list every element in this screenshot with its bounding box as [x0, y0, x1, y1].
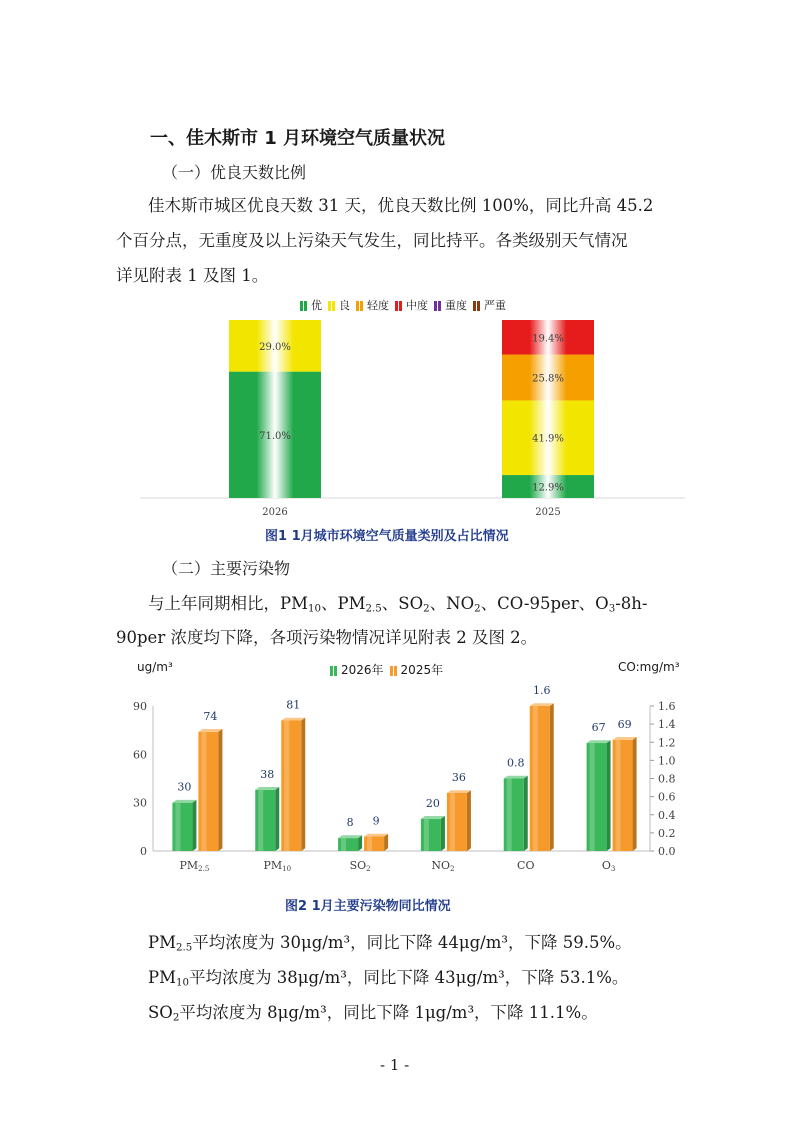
figure2-bar-highlight [367, 837, 372, 852]
legend-label: 轻度 [367, 299, 389, 312]
figure2-data-label: 1.6 [533, 684, 551, 697]
figure2-bar-chart [115, 680, 695, 885]
figure2-bar-top [338, 835, 362, 838]
figure2-bar-top [198, 729, 222, 732]
legend-label: 严重 [484, 299, 506, 312]
section-title: 一、佳木斯市 1 月环境空气质量状况 [150, 128, 446, 149]
figure2-bar-highlight [201, 732, 206, 851]
figure2-bar-top [530, 703, 554, 706]
figure2-data-label: 38 [260, 767, 275, 781]
legend-label: 良 [339, 299, 350, 312]
figure2-bar-side [301, 718, 305, 851]
figure2-right-tick-label: 0.6 [658, 790, 676, 804]
figure2-right-tick-label: 0.4 [658, 808, 676, 822]
figure2-bar-top [421, 816, 445, 819]
figure2-bar-side [524, 776, 528, 851]
figure2-caption: 图2 1月主要污染物同比情况 [285, 899, 451, 914]
figure2-bar-side [275, 787, 279, 851]
figure1-data-label: 29.0% [259, 341, 291, 353]
text-span: 与上年同期相比， [148, 594, 280, 613]
legend-label: 中度 [406, 299, 428, 312]
figure2-data-label: 20 [425, 796, 440, 810]
figure2-bar-highlight [341, 838, 346, 851]
figure1-legend-item [356, 299, 389, 312]
figure2-bar-highlight [258, 790, 263, 851]
figure2-legend-item [330, 663, 384, 677]
figure1-legend [300, 297, 512, 313]
figure2-bar-side [192, 800, 196, 851]
figure2-bar-side [441, 816, 445, 851]
figure2-category-label: PM2.5 [179, 859, 210, 873]
figure2-right-tick-label: 0.2 [658, 826, 676, 840]
figure2-right-tick-label: 1.6 [658, 700, 676, 713]
figure2-data-label: 30 [177, 780, 192, 794]
figure2-legend-item [390, 663, 444, 677]
page-number: - 1 - [380, 1056, 410, 1074]
figure2-left-tick-label: 60 [133, 748, 147, 762]
figure2-bar-top [172, 800, 196, 803]
figure2-right-tick-label: 1.0 [658, 754, 676, 768]
paragraph-line: 与上年同期相比，$PM_{10}$、$PM_{2.5}$、$SO_2$、$NO_2$、CO-95per、$O_3-8h-$ [148, 594, 648, 615]
pollutant-no2: $NO_2$ [446, 594, 481, 615]
figure2-left-tick-label: 90 [133, 700, 147, 713]
legend-label: 重度 [445, 299, 467, 312]
figure2-right-tick-label: 0.0 [658, 845, 676, 858]
figure2-category-label: SO2 [349, 859, 371, 873]
figure2-left-tick-label: 0 [140, 845, 147, 858]
figure2-right-tick-label: 1.4 [658, 718, 676, 732]
legend-swatch [330, 664, 338, 678]
figure1-legend-item [328, 299, 350, 312]
figure1-stacked-bar-chart [120, 312, 690, 520]
figure2-right-tick-label: 1.2 [658, 736, 676, 750]
figure2-right-tick-label: 0.8 [658, 772, 676, 786]
pm25-summary: $PM_{2.5}$平均浓度为 30μg/m³，同比下降 44μg/m³，下降 59.5%。 [148, 933, 632, 954]
figure2-bar-highlight [284, 721, 289, 852]
figure2-bar-top [613, 737, 637, 740]
pollutant-so2: $SO_2$ [398, 594, 430, 615]
figure2-data-label: 81 [286, 698, 301, 712]
so2-summary: $SO_2$平均浓度为 8μg/m³，同比下降 1μg/m³，下降 11.1%。 [148, 1003, 598, 1024]
figure1-data-label: 71.0% [259, 430, 291, 442]
figure1-legend-item [434, 299, 467, 312]
legend-label: 2026年 [341, 663, 384, 677]
figure2-category-label: CO [517, 859, 535, 872]
figure2-bar-top [364, 834, 388, 837]
figure2-right-axis-title: CO:mg/m³ [618, 660, 680, 674]
figure2-legend [330, 661, 449, 678]
figure2-bar [198, 732, 218, 851]
figure1-legend-item [300, 299, 322, 312]
figure2-left-axis-title: ug/m³ [137, 660, 173, 674]
figure1-data-label: 12.9% [532, 482, 564, 494]
figure2-data-label: 8 [346, 816, 354, 830]
pollutant-o3: $O_3$ [595, 594, 616, 615]
figure2-bar-side [218, 729, 222, 851]
figure2-category-label: NO2 [431, 859, 455, 873]
legend-swatch [390, 664, 398, 678]
figure2-bar-top [587, 740, 611, 743]
figure2-bar-highlight [616, 740, 621, 851]
pollutant-pm10: $PM_{10}$ [280, 594, 322, 615]
legend-label: 2025年 [400, 663, 444, 677]
figure2-bar [338, 838, 358, 851]
figure1-category-label: 2026 [262, 507, 288, 518]
figure2-bar-side [467, 790, 471, 851]
figure2-bar-side [384, 834, 388, 851]
figure2-bar-side [607, 740, 611, 851]
legend-label: 优 [311, 299, 322, 312]
figure2-data-label: 0.8 [507, 756, 525, 770]
paragraph-line: 90per 浓度均下降，各项污染物情况详见附表 2 及图 2。 [116, 628, 538, 647]
figure1-data-label: 41.9% [532, 433, 564, 445]
pollutant-pm25: $PM_{2.5}$ [337, 594, 382, 615]
figure1-data-label: 19.4% [532, 333, 564, 345]
figure2-category-label: PM10 [263, 859, 292, 873]
figure2-data-label: 74 [203, 709, 218, 723]
figure2-left-tick-label: 30 [133, 796, 147, 810]
figure2-bar-highlight [424, 819, 429, 851]
figure1-legend-item [395, 299, 428, 312]
paragraph-line: 详见附表 1 及图 1。 [116, 266, 269, 285]
figure1-category-label: 2025 [535, 507, 561, 518]
figure2-category-label: O3 [601, 859, 616, 873]
figure2-bar-highlight [450, 793, 455, 851]
subsection-title-excellent-days: （一）优良天数比例 [162, 163, 307, 182]
figure1-legend-item [473, 299, 506, 312]
paragraph-line: 个百分点，无重度及以上污染天气发生，同比持平。各类级别天气情况 [116, 231, 628, 250]
figure2-data-label: 36 [451, 771, 466, 784]
subsection-title-pollutants: （二）主要污染物 [162, 559, 291, 578]
figure2-bar-highlight [507, 779, 512, 852]
figure2-bar-top [255, 787, 279, 790]
figure2-bar-top [504, 776, 528, 779]
figure2-data-label: 9 [372, 814, 380, 828]
figure2-bar-top [281, 718, 305, 721]
figure2-bar-top [447, 790, 471, 793]
figure2-bar-side [550, 703, 554, 851]
figure2-bar-side [633, 737, 637, 851]
figure2-data-label: 69 [617, 717, 632, 731]
paragraph-line: 佳木斯市城区优良天数 31 天，优良天数比例 100%，同比升高 45.2 [148, 196, 654, 215]
figure1-caption: 图1 1月城市环境空气质量类别及占比情况 [265, 529, 509, 544]
figure2-bar-highlight [533, 706, 538, 851]
pm10-summary: $PM_{10}$平均浓度为 38μg/m³，同比下降 43μg/m³，下降 53.1%。 [148, 968, 629, 989]
figure2-bar-highlight [590, 743, 595, 851]
figure2-data-label: 67 [591, 721, 606, 735]
figure2-bar [364, 837, 384, 852]
figure1-data-label: 25.8% [532, 373, 564, 385]
figure2-bar-highlight [175, 803, 180, 851]
